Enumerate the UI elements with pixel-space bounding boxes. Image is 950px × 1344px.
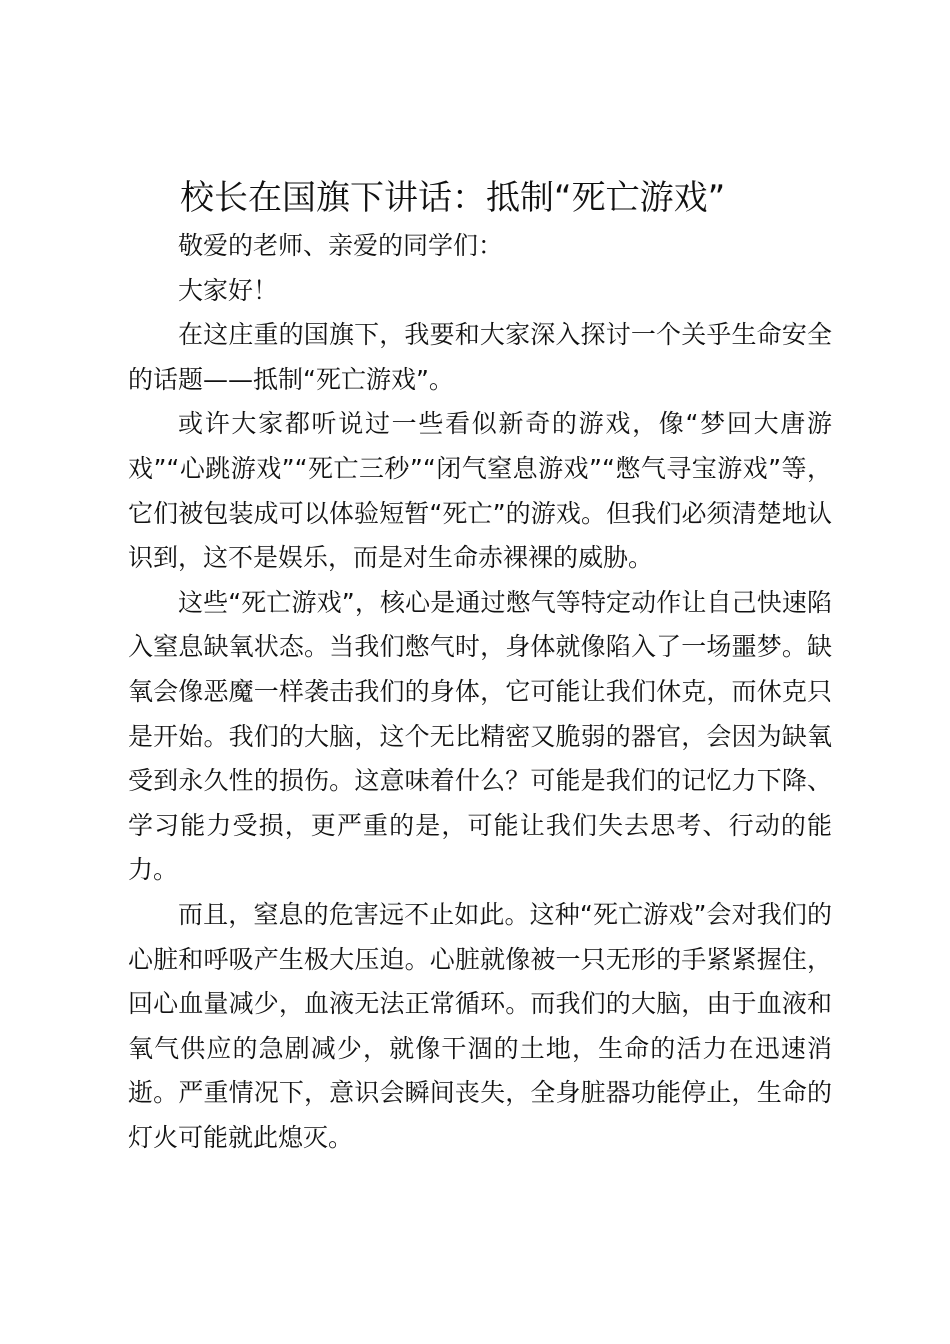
paragraph-2: 或许大家都听说过一些看似新奇的游戏，像“梦回大唐游戏”“心跳游戏”“死亡三秒”“闭气窒息游戏”“憋气寻宝游戏”等，它们被包装成可以体验短暂“死亡”的游戏。但我们必须清楚地认识到，这不是娱乐，而是对生命赤裸裸的威胁。 bbox=[128, 409, 832, 573]
salutation: 敬爱的老师、亲爱的同学们： bbox=[178, 231, 504, 260]
document-page bbox=[128, 172, 832, 1160]
document-title: 校长在国旗下讲话：抵制“死亡游戏” bbox=[180, 178, 726, 218]
paragraph-4: 而且，窒息的危害远不止如此。这种“死亡游戏”会对我们的心脏和呼吸产生极大压迫。心脏就像被一只无形的手紧紧握住，回心血量减少，血液无法正常循环。而我们的大脑，由于血液和氧气供应的急剧减少，就像干涸的土地，生命的活力在迅速消逝。严重情况下，意识会瞬间丧失，全身脏器功能停止，生命的灯火可能就此熄灭。 bbox=[128, 899, 832, 1152]
paragraph-3: 这些“死亡游戏”，核心是通过憋气等特定动作让自己快速陷入窒息缺氧状态。当我们憋气时，身体就像陷入了一场噩梦。缺氧会像恶魔一样袭击我们的身体，它可能让我们休克，而休克只是开始。我们的大脑，这个无比精密又脆弱的器官，会因为缺氧受到永久性的损伤。这意味着什么？可能是我们的记忆力下降、学习能力受损，更严重的是，可能让我们失去思考、行动的能力。 bbox=[128, 587, 832, 885]
paragraph-1: 在这庄重的国旗下，我要和大家深入探讨一个关乎生命安全的话题——抵制“死亡游戏”。 bbox=[128, 320, 832, 394]
greeting: 大家好！ bbox=[178, 275, 279, 305]
